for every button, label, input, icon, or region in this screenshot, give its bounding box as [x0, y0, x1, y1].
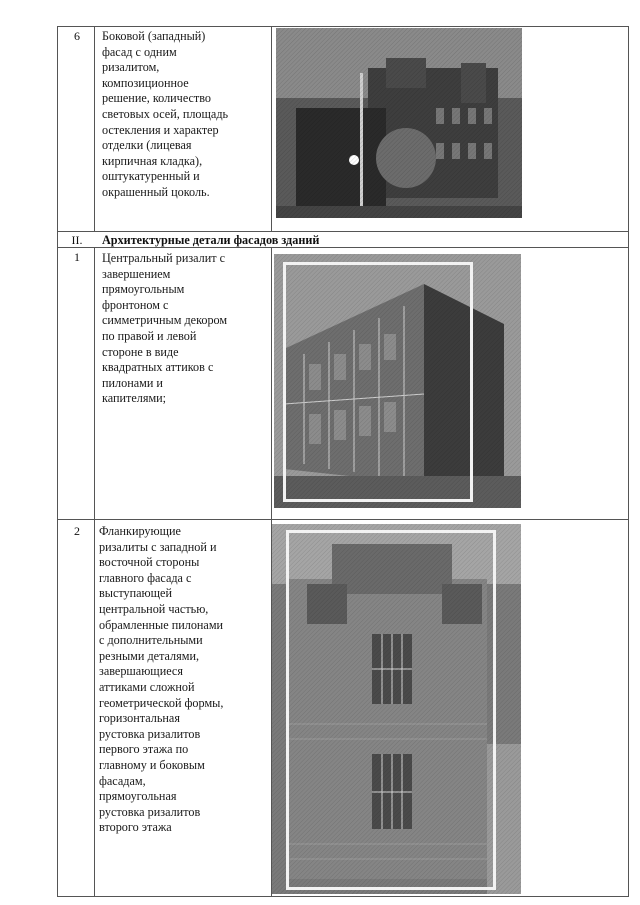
central-risalit-photo [274, 254, 521, 508]
flanking-risalit-photo [272, 524, 521, 894]
col-divider-text [271, 26, 272, 232]
highlight-frame [286, 530, 496, 890]
table-right-border [628, 26, 629, 897]
table-top-border [57, 26, 629, 27]
section-number: II. [71, 233, 83, 247]
highlight-frame [283, 262, 473, 502]
row-divider-1 [57, 231, 629, 232]
section-title: Архитектурные детали фасадов зданий [102, 233, 320, 247]
row-description: Боковой (западный) фасад с одним ризалитом, композиционное решение, количество световых осей, площадь остекления и характер отделки (лицевая кирпичная кладка), оштукатуренный и окрашенный цоколь. [102, 29, 229, 199]
row-description: Фланкирующие ризалиты с западной и восточной стороны главного фасада с выступающей центральной частью, обрамленные пилонами с дополнительными резными деталями, завершающиеся аттиками сложной геометрической формы, горизонтальная рустовка ризалитов первого этажа по главному и боковым фасадам, прямоугольная рустовка ризалитов второго этажа [99, 524, 224, 835]
row-number: 6 [74, 29, 80, 43]
table-left-border [57, 26, 58, 897]
row-number: 1 [74, 250, 80, 264]
col-divider-num-2 [94, 247, 95, 897]
row-divider-3 [57, 519, 629, 520]
row-number: 2 [74, 524, 80, 538]
col-divider-num [94, 26, 95, 232]
table-bottom-border [57, 896, 629, 897]
building-west-facade-photo [276, 28, 522, 218]
row-description: Центральный ризалит с завершением прямоугольным фронтоном с симметричным декором по правой и левой стороне в виде квадратных аттиков с пилонами и капителями; [102, 251, 228, 406]
